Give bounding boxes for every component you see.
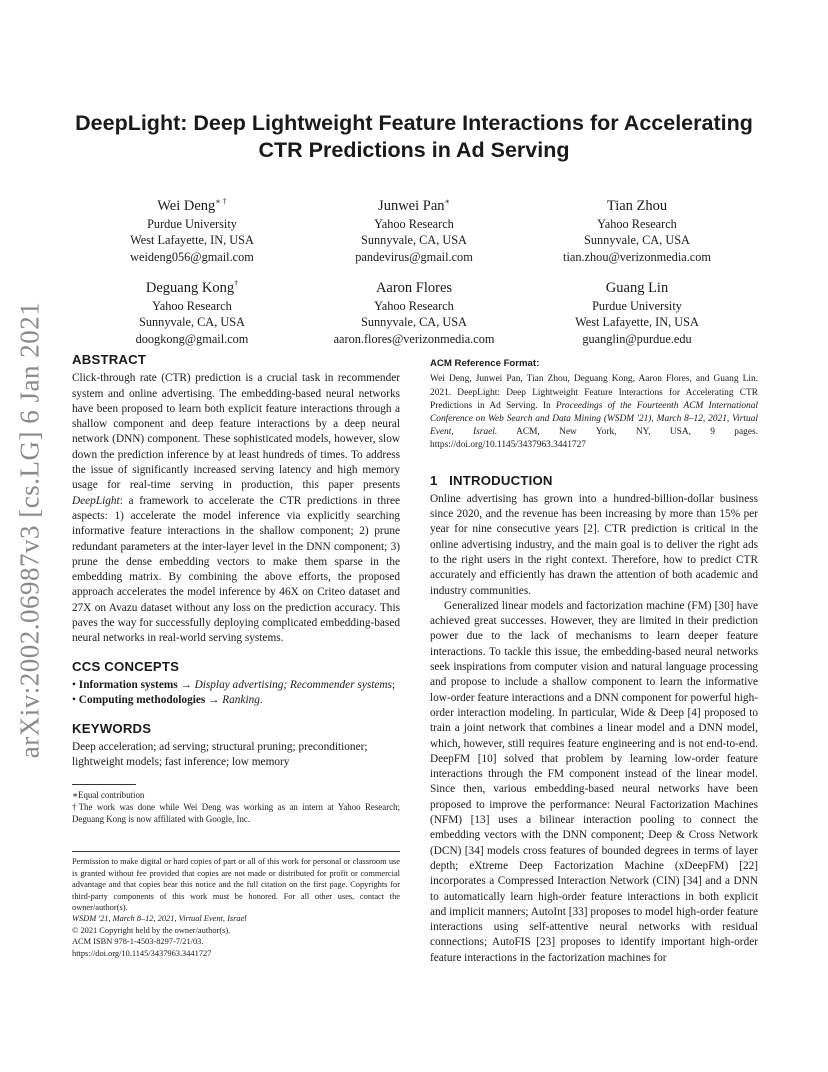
ccs-concept: Computing methodologies: [78, 694, 206, 707]
author-affiliation: Yahoo Research: [152, 298, 232, 313]
author-name: Aaron Flores: [375, 279, 453, 296]
author-email: doogkong@gmail.com: [135, 331, 249, 346]
left-column: [72, 352, 400, 959]
abstract-emphasis: DeepLight: [72, 494, 120, 507]
author-card: [522, 274, 752, 347]
ccs-separator: ;: [391, 678, 396, 691]
footnote-equal: ∗Equal contribution: [72, 790, 145, 801]
arxiv-identifier: [12, 300, 48, 760]
intro-paragraph-1: Online advertising has grown into a hundred-billion-dollar business since 2020, and the revenue has been increasing by more than 15% per year for nine consecutive years [2]. CTR prediction is critical in the online advertising industry, and the main goal is to deliver the right ads to the right users in the right context. Therefore, how to predict CTR accurately and efficiently has drawn the attention of both academic and industry communities.: [430, 492, 758, 597]
abstract-heading: ABSTRACT: [72, 352, 147, 367]
paper-title: DeepLight: Deep Lightweight Feature Interactions for Accelerating CTR Predictions in Ad Serving: [75, 111, 753, 162]
ccs-heading: CCS CONCEPTS: [72, 658, 180, 674]
author-affiliation: Yahoo Research: [597, 216, 677, 231]
author-location: Sunnyvale, CA, USA: [584, 233, 690, 248]
author-card: [522, 192, 752, 265]
arxiv-id-text: arXiv:2002.06987v3 [cs.LG] 6 Jan 2021: [14, 301, 45, 759]
copyright: © 2021 Copyright held by the owner/author(s).: [72, 925, 231, 935]
permission-text: Permission to make digital or hard copies of part or all of this work for personal or classroom use is granted without fee provided that copies are not made or distributed for profit or commercial advantage and that copies bear this notice and the full citation on the first page. Copyrights for third-party components of this work must be honored. For all other uses, contact the owner/author(s).: [72, 857, 400, 913]
abstract-text: [72, 371, 400, 646]
author-name: Wei Deng: [157, 197, 216, 214]
author-name: Guang Lin: [605, 279, 669, 296]
acm-reference-text: [430, 373, 758, 452]
keywords-text: Deep acceleration; ad serving; structural pruning; preconditioner; lightweight models; fast inference; low memory: [72, 740, 368, 769]
intro-heading: 1 INTRODUCTION: [430, 472, 553, 488]
author-email: weideng056@gmail.com: [130, 249, 254, 264]
acm-reference-part: ACM, New York, NY, USA, 9 pages. https://doi.org/10.1145/3437963.3441727: [430, 427, 759, 451]
author-card: [77, 274, 307, 347]
keywords-heading: KEYWORDS: [72, 720, 152, 736]
author-affiliation: Yahoo Research: [374, 216, 454, 231]
author-name: Junwei Pan: [378, 197, 445, 214]
author-location: Sunnyvale, CA, USA: [361, 233, 467, 248]
author-name: Tian Zhou: [606, 197, 668, 214]
author-name: Deguang Kong: [145, 279, 235, 296]
author-affiliation: Purdue University: [147, 216, 237, 231]
right-column: [430, 356, 758, 966]
author-card: [77, 192, 307, 265]
acm-proceedings: Proceedings of the Fourteenth ACM International Conference on Web Search and Data Mining (WSDM '21), March 8–12, 2021, Virtual Event, Israel.: [430, 400, 758, 438]
ccs-terms: Ranking: [222, 694, 260, 707]
acm-reference-heading: ACM Reference Format:: [430, 358, 540, 369]
ccs-bullet: •: [72, 678, 76, 691]
doi-link[interactable]: https://doi.org/10.1145/3437963.3441727: [72, 948, 212, 958]
author-card: [299, 192, 529, 265]
author-marks: †: [234, 279, 239, 288]
abstract-part: : a framework to accelerate the CTR predictions in three aspects: 1) accelerate the model inference via explicitly searching informative feature interactions in the shallow component; 2) prune redundant parameters at the inter-layer level in the DNN component; 3) prune the dense embedding vectors to make them sparse in the embedding matrix. By combining the above efforts, the proposed approach accelerates the model inference by 46X on Criteo dataset and 27X on Avazu dataset without any loss on the prediction accuracy. This paves the way for successfully deploying complicated embedding-based neural networks in real-world serving systems.: [72, 494, 400, 645]
author-email: aaron.flores@verizonmedia.com: [333, 331, 495, 346]
footnote-divider: [72, 784, 136, 785]
permission-divider: [72, 851, 400, 852]
author-marks: ∗: [444, 197, 450, 206]
permission-block: [72, 856, 400, 959]
author-location: West Lafayette, IN, USA: [130, 233, 254, 248]
arrow-icon: →: [208, 694, 220, 707]
author-email: tian.zhou@verizonmedia.com: [563, 249, 711, 264]
author-card: [299, 274, 529, 347]
isbn: ACM ISBN 978-1-4503-8297-7/21/03.: [72, 937, 204, 947]
author-location: West Lafayette, IN, USA: [575, 315, 699, 330]
intro-paragraph-2: Generalized linear models and factorization machine (FM) [30] have achieved great successes. However, they are limited in their prediction power due to the lack of mechanisms to learn deeper feature interactions. To tackle this issue, the embedding-based neural networks seek inspirations from computer vision and natural language processing and propose to include a shallow component to learn the informative low-order feature interactions and a DNN component for powerful high-order interaction modeling. In particular, Wide & Deep [4] proposed to train a joint network that combines a linear model and a DNN model, which, however, still requires feature engineering and is not end-to-end. DeepFM [10] solved that problem by learning low-order feature interactions through the FM component instead of the linear model. Since then, various embedding-based neural networks have been proposed to improve the performance: Neural Factorization Machines (NFM) [13] uses a bilinear interaction pooling to connect the embedding vectors with the DNN component; Deep & Cross Network (DCN) [34] models cross features of bounded degrees in terms of layer depth; eXtreme Deep Factorization Machine (xDeepFM) [22] incorporates a Compressed Interaction Network (CIN) [34] and a DNN to automatically learn high-order feature interactions in both explicit and implicit manners; AutoInt [33] proposes to model high-order feature interactions using self-attentive neural networks with residual connections; AutoFIS [23] proposes to identify important high-order feature interactions in the factorization machines for: [430, 599, 758, 964]
ccs-terms: Display advertising; Recommender systems: [194, 678, 392, 691]
ccs-end: .: [259, 694, 263, 707]
author-email: pandevirus@gmail.com: [355, 249, 473, 264]
ccs-text: [72, 678, 400, 709]
ccs-bullet: •: [72, 694, 76, 707]
author-affiliation: Purdue University: [592, 298, 682, 313]
footnote-intern: †The work was done while Wei Deng was working as an intern at Yahoo Research; Deguang Kong is now affiliated with Google, Inc.: [72, 802, 400, 825]
ccs-concept: Information systems: [78, 678, 178, 691]
author-email: guanglin@purdue.edu: [582, 331, 692, 346]
acm-reference-part: Wei Deng, Junwei Pan, Tian Zhou, Deguang Kong, Aaron Flores, and Guang Lin. 2021. DeepLight: Deep Lightweight Feature Interactions for Accelerating CTR Predictions in Ad Serving. In: [430, 374, 758, 411]
arrow-icon: →: [180, 678, 192, 691]
author-marks: ∗ †: [215, 197, 227, 206]
abstract-part: Click-through rate (CTR) prediction is a crucial task in recommender system and online advertising. The embedding-based neural networks have been proposed to learn both explicit feature interactions through a shallow component and deep feature interactions by a deep neural network (DNN) component. These sophisticated models, however, slow down the prediction inference by at least hundreds of times. To address the issue of significantly increased serving latency and high memory usage for real-time serving in production, this paper presents: [72, 372, 400, 492]
author-affiliation: Yahoo Research: [374, 298, 454, 313]
venue: WSDM '21, March 8–12, 2021, Virtual Event, Israel: [72, 914, 247, 924]
author-location: Sunnyvale, CA, USA: [139, 315, 245, 330]
author-location: Sunnyvale, CA, USA: [361, 315, 467, 330]
